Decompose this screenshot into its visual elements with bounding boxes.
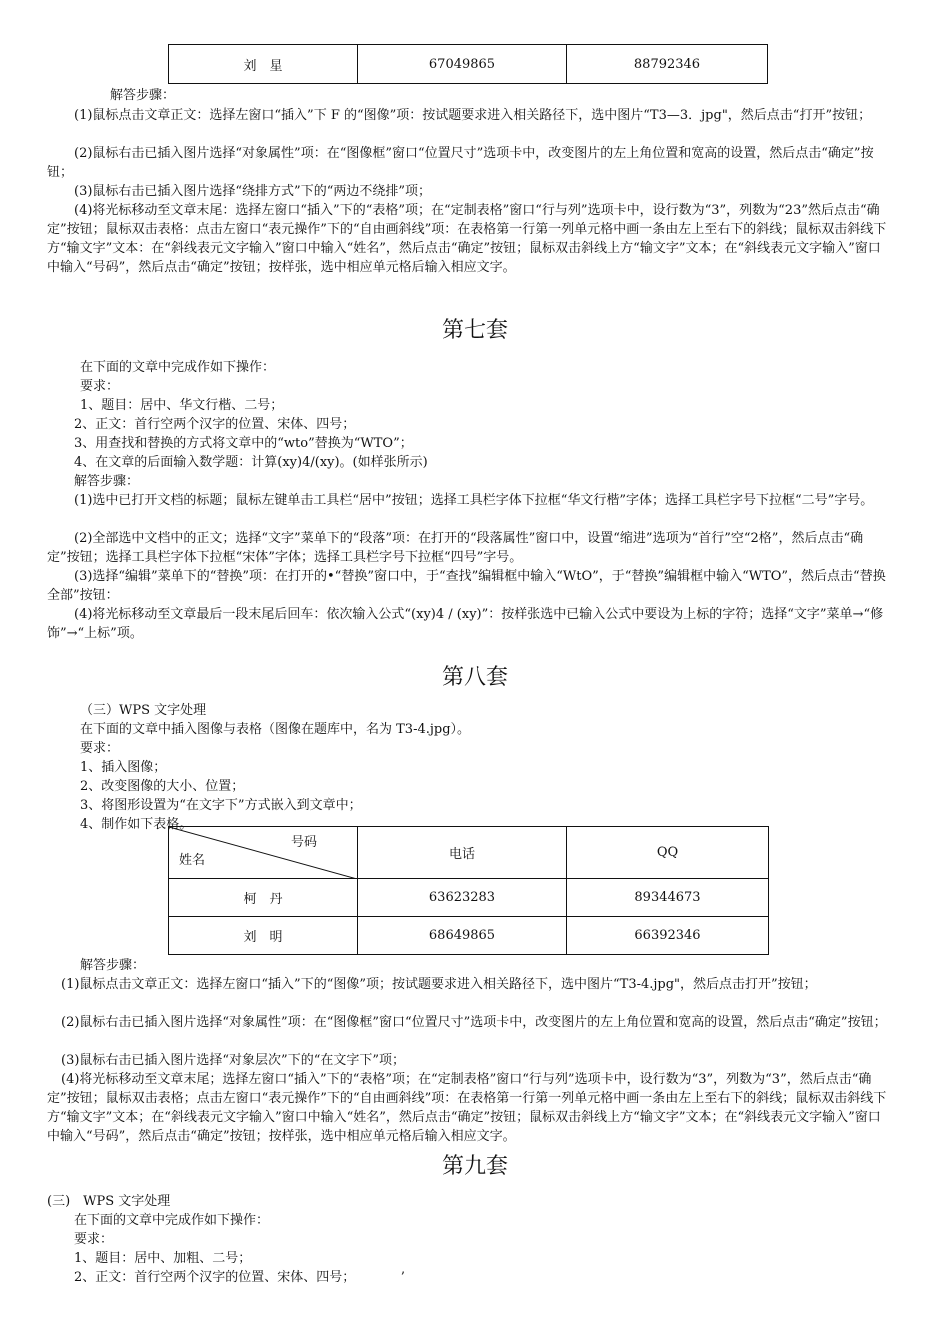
- step-text: (2)鼠标右击已插入图片选择“对象属性”项：在“图像框”窗口“位置尺寸”选项卡中，改变图片的左上角位置和宽高的设置，然后点击“确定”按钮；: [47, 146, 874, 180]
- step-text: (2)全部选中文档中的正文；选择“文字”菜单下的“段落”项：在打开的“段落属性”窗口中，设置“缩进”选项为“首行”空“2格”，然后点击“确定”按钮；选择工具栏字体下拉框“宋体”字体；选择工具栏字号下拉框“四号”字号。: [47, 531, 864, 565]
- table-row: [169, 879, 769, 917]
- requirements-label: 要求：: [80, 741, 120, 756]
- table-cell: 67049865: [358, 45, 567, 84]
- requirement-item: 1、题目：居中、华文行楷、二号；: [80, 398, 284, 413]
- requirement-item: 4、在文章的后面输入数学题：计算(xy)4/(xy)。(如样张所示): [74, 455, 428, 470]
- requirement-item: 3、将图形设置为“在文字下”方式嵌入到文章中；: [80, 798, 362, 813]
- step-text: (4)将光标移动至文章末尾：选择左窗口“插入”下的“表格”项；在“定制表格”窗口“行与列”选项卡中，设行数为“3”，列数为“23”然后点击“确定”按钮；鼠标双击表格：点击左窗口“表元操作”下的“自由画斜线”项：在表格第一行第一列单元格中画一条由左上至右下的斜线；鼠标双击斜线下方“输文字”文本：在“斜线表元文字输入”窗口中输入“姓名”，然后点击“确定”按钮；鼠标双击斜线上方“输文字”文本；在“斜线表元文字输入”窗口中输入“号码”，然后点击“确定”按钮；按样张，选中相应单元格后输入相应文字。: [47, 203, 887, 275]
- requirement-item: 2、正文：首行空两个汉字的位置、宋体、四号； ’: [74, 1270, 405, 1285]
- table-header-row: [169, 827, 769, 879]
- requirement-item: 1、题目：居中、加粗、二号；: [74, 1251, 252, 1266]
- steps-label: 解答步骤：: [74, 474, 140, 489]
- intro-text: 在下面的文章中完成作如下操作：: [80, 360, 276, 375]
- section-subtitle: （三）WPS 文字处理: [80, 703, 207, 718]
- requirement-item: 2、改变图像的大小、位置；: [80, 779, 245, 794]
- steps-label: 解答步骤：: [110, 88, 176, 103]
- table-cell: 89344673: [567, 879, 769, 917]
- section-title: 第七套: [441, 318, 508, 343]
- table-cell: 刘 明: [169, 917, 358, 955]
- requirements-label: 要求：: [80, 379, 120, 394]
- table-row: [169, 917, 769, 955]
- section-title: 第九套: [441, 1154, 508, 1179]
- step-text: (4)将光标移动至文章末尾；选择左窗口“插入”下的“表格”项；在“定制表格”窗口“行与列”选项卡中，设行数为“3”，列数为“3”，然后点击“确定”按钮；鼠标双击表格；点击左窗口“表元操作”下的“自由画斜线”项：在表格第一行第一列单元格中画一条由左上至右下的斜线；鼠标双击斜线下方“输文字”文本；在“斜线表元文字输入”窗口中输入“姓名”，然后点击“确定”按钮；鼠标双击斜线上方“输文字”文本；在“斜线表元文字输入”窗口中输入“号码”，然后点击“确定”按钮；按样张，选中相应单元格后输入相应文字。: [47, 1072, 887, 1144]
- requirement-item: 4、制作如下表格。: [80, 817, 193, 832]
- step-text: (1)鼠标点击文章正文：选择左窗口“插入”下的“图像”项；按试题要求进入相关路径下，选中图片“T3-4.jpg"，然后点击打开”按钮；: [61, 977, 817, 992]
- requirements-label: 要求：: [74, 1232, 114, 1247]
- section-subtitle: (三) WPS 文字处理: [47, 1194, 171, 1209]
- requirement-item: 3、用查找和替换的方式将文章中的“wto”替换为“WTO”；: [74, 436, 413, 451]
- step-text: (3)鼠标右击已插入图片选择“绕排方式”下的“两边不绕排”项；: [74, 184, 431, 199]
- step-text: (4)将光标移动至文章最后一段末尾后回车：依次输入公式“(xy)4 / (xy)”：按样张选中已输入公式中要设为上标的字符；选择“文字”菜单→“修饰”→“上标”项。: [47, 607, 884, 641]
- requirement-item: 1、插入图像；: [80, 760, 167, 775]
- table-row: [169, 45, 768, 84]
- section-title: 第八套: [441, 665, 508, 690]
- table-cell: 66392346: [567, 917, 769, 955]
- sample-table: [168, 826, 769, 955]
- diagonal-header-cell: [169, 827, 358, 879]
- table-cell: 柯 丹: [169, 879, 358, 917]
- step-text: (3)鼠标右击已插入图片选择“对象层次”下的“在文字下”项；: [61, 1053, 405, 1068]
- requirement-item: 2、正文：首行空两个汉字的位置、宋体、四号；: [74, 417, 356, 432]
- table-cell: 刘 星: [169, 45, 358, 84]
- diagonal-top-label: 号码: [290, 835, 317, 850]
- step-text: (3)选择“编辑”菜单下的“替换”项：在打开的•“替换”窗口中，于“查找”编辑框中输入“WtO”，于“替换”编辑框中输入“WTO”，然后点击“替换全部”按钮：: [47, 569, 886, 603]
- intro-text: 在下面的文章中完成作如下操作：: [74, 1213, 270, 1228]
- table-cell: 68649865: [358, 917, 567, 955]
- table-cell: 88792346: [567, 45, 768, 84]
- step-text: (1)鼠标点击文章正文：选择左窗口“插入”下 F 的“图像”项：按试题要求进入相关路径下，选中图片“T3—3．jpg"，然后点击“打开”按钮；: [74, 108, 872, 123]
- intro-text: 在下面的文章中插入图像与表格（图像在题库中，名为 T3-4.jpg）。: [80, 722, 471, 737]
- column-header: 电话: [358, 827, 567, 879]
- column-header: QQ: [567, 827, 769, 879]
- step-text: (2)鼠标右击已插入图片选择“对象属性”项：在“图像框”窗口“位置尺寸”选项卡中，改变图片的左上角位置和宽高的设置，然后点击“确定”按钮；: [61, 1015, 887, 1030]
- step-text: (1)选中已打开文档的标题；鼠标左键单击工具栏“居中”按钮；选择工具栏字体下拉框“华文行楷”字体；选择工具栏字号下拉框“二号”字号。: [74, 493, 874, 508]
- steps-label: 解答步骤：: [80, 958, 146, 973]
- diagonal-bottom-label: 姓名: [179, 853, 206, 868]
- top-table: [168, 44, 768, 84]
- table-cell: 63623283: [358, 879, 567, 917]
